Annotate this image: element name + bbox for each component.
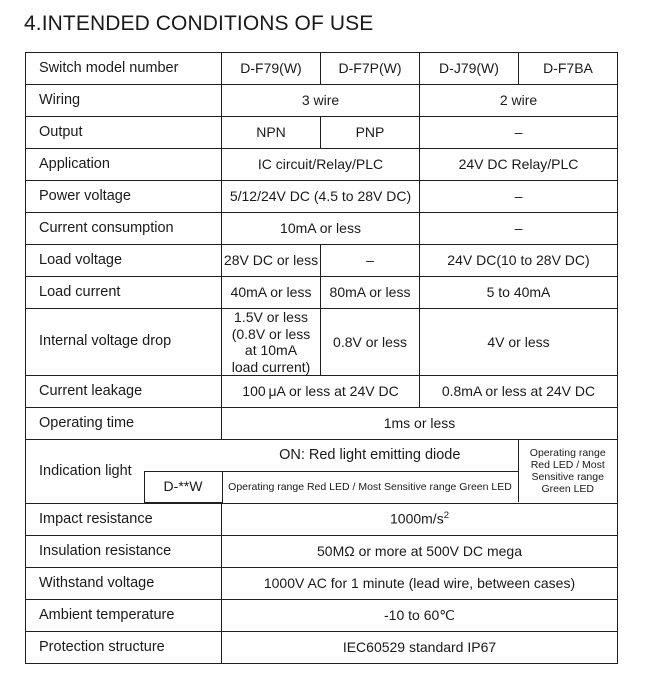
- model-cell-f7p: D-F7P(W): [321, 53, 420, 85]
- specifications-table: [25, 52, 618, 664]
- row-label-withstand-voltage: Withstand voltage: [26, 567, 222, 599]
- load-current-f7p: 80mA or less: [321, 277, 420, 309]
- row-label-current-consumption: Current consumption: [26, 213, 222, 245]
- table-row-withstand-voltage: [26, 567, 618, 599]
- table-row-application: [26, 149, 618, 181]
- page-title: 4.INTENDED CONDITIONS OF USE: [24, 12, 374, 35]
- ivd-line-2: (0.8V or less: [231, 325, 311, 342]
- table-row-load-voltage: [26, 245, 618, 277]
- indication-light-subtable: [26, 440, 617, 503]
- table-row-protection-structure: [26, 631, 618, 663]
- row-label-ambient-temperature: Ambient temperature: [26, 599, 222, 631]
- load-voltage-j79-f7ba: 24V DC(10 to 28V DC): [420, 245, 618, 277]
- indication-light-operating-range-detail: Operating range Red LED / Most Sensitive range Green LED: [228, 480, 512, 493]
- f7ba-line-4: Green LED: [541, 483, 595, 496]
- row-label-indication-light: Indication light: [39, 462, 132, 479]
- insulation-resistance-value: 50MΩ or more at 500V DC mega: [222, 535, 618, 567]
- row-label-application: Application: [26, 149, 222, 181]
- table-row-wiring: [26, 85, 618, 117]
- row-label-current-leakage: Current leakage: [26, 376, 222, 408]
- row-label-insulation-resistance: Insulation resistance: [26, 535, 222, 567]
- row-label-load-current: Load current: [26, 277, 222, 309]
- load-voltage-f79: 28V DC or less: [222, 245, 321, 277]
- load-current-j79-f7ba: 5 to 40mA: [420, 277, 618, 309]
- ivd-line-1: 1.5V or less: [234, 309, 308, 325]
- impact-resistance-base: 1000m/s: [390, 511, 444, 528]
- f7ba-line-3: Sensitive range: [531, 471, 604, 484]
- indication-light-f7ba: [518, 440, 617, 502]
- application-ic-relay-plc: IC circuit/Relay/PLC: [222, 149, 420, 181]
- row-label-wiring: Wiring: [26, 85, 222, 117]
- row-label-load-voltage: Load voltage: [26, 245, 222, 277]
- model-cell-j79: D-J79(W): [420, 53, 519, 85]
- row-label-impact-resistance: Impact resistance: [26, 503, 222, 535]
- current-leakage-two-wire: 0.8mA or less at 24V DC: [420, 376, 618, 408]
- output-pnp: PNP: [321, 117, 420, 149]
- impact-resistance-exponent: 2: [443, 510, 449, 522]
- power-voltage-value: 5/12/24V DC (4.5 to 28V DC): [222, 181, 420, 213]
- table-row-output: [26, 117, 618, 149]
- internal-voltage-drop-j79-f7ba: 4V or less: [420, 309, 618, 376]
- f7ba-line-2: Red LED / Most: [530, 458, 605, 471]
- table-row-impact-resistance: [26, 503, 618, 535]
- indication-light-sub-label: D-**W: [144, 471, 222, 502]
- row-label-internal-voltage-drop: Internal voltage drop: [26, 309, 222, 376]
- row-label-operating-time: Operating time: [26, 408, 222, 440]
- table-row-operating-time: [26, 408, 618, 440]
- row-label-protection-structure: Protection structure: [26, 631, 222, 663]
- ambient-temperature-value: -10 to 60℃: [222, 599, 618, 631]
- withstand-voltage-value: 1000V AC for 1 minute (lead wire, between cases): [222, 567, 618, 599]
- output-npn: NPN: [222, 117, 321, 149]
- indication-light-on-red-diode: ON: Red light emitting diode: [222, 440, 518, 471]
- table-row-insulation-resistance: [26, 535, 618, 567]
- table-row-current-consumption: [26, 213, 618, 245]
- current-consumption-value: 10mA or less: [222, 213, 420, 245]
- internal-voltage-drop-f79: [222, 309, 321, 376]
- load-voltage-f7p: –: [321, 245, 420, 277]
- current-consumption-none: –: [420, 213, 618, 245]
- table-row-ambient-temperature: [26, 599, 618, 631]
- ivd-line-3: at 10mA: [244, 342, 298, 359]
- operating-time-value: 1ms or less: [222, 408, 618, 440]
- power-voltage-none: –: [420, 181, 618, 213]
- impact-resistance-value: [222, 503, 618, 535]
- wiring-two-wire: 2 wire: [420, 85, 618, 117]
- row-label-switch-model: Switch model number: [26, 53, 222, 85]
- table-row-load-current: [26, 277, 618, 309]
- ivd-line-4: load current): [231, 358, 311, 375]
- application-dc-relay-plc: 24V DC Relay/PLC: [420, 149, 618, 181]
- row-label-output: Output: [26, 117, 222, 149]
- table-row-current-leakage: [26, 376, 618, 408]
- table-row-model: [26, 53, 618, 85]
- output-none: –: [420, 117, 618, 149]
- indication-light-top-row: [26, 440, 617, 471]
- table-row-internal-voltage-drop: [26, 309, 618, 376]
- internal-voltage-drop-f7p: 0.8V or less: [321, 309, 420, 376]
- protection-structure-value: IEC60529 standard IP67: [222, 631, 618, 663]
- f7ba-line-1: Operating range: [529, 446, 606, 459]
- row-label-power-voltage: Power voltage: [26, 181, 222, 213]
- load-current-f79: 40mA or less: [222, 277, 321, 309]
- model-cell-f7ba: D-F7BA: [519, 53, 618, 85]
- indication-light-sub-blank: [144, 440, 222, 471]
- wiring-three-wire: 3 wire: [222, 85, 420, 117]
- current-leakage-three-wire: 100 μA or less at 24V DC: [222, 376, 420, 408]
- model-cell-f79: D-F79(W): [222, 53, 321, 85]
- table-row-power-voltage: [26, 181, 618, 213]
- table-row-indication-light: [26, 440, 618, 504]
- indication-light-composite: [26, 440, 618, 504]
